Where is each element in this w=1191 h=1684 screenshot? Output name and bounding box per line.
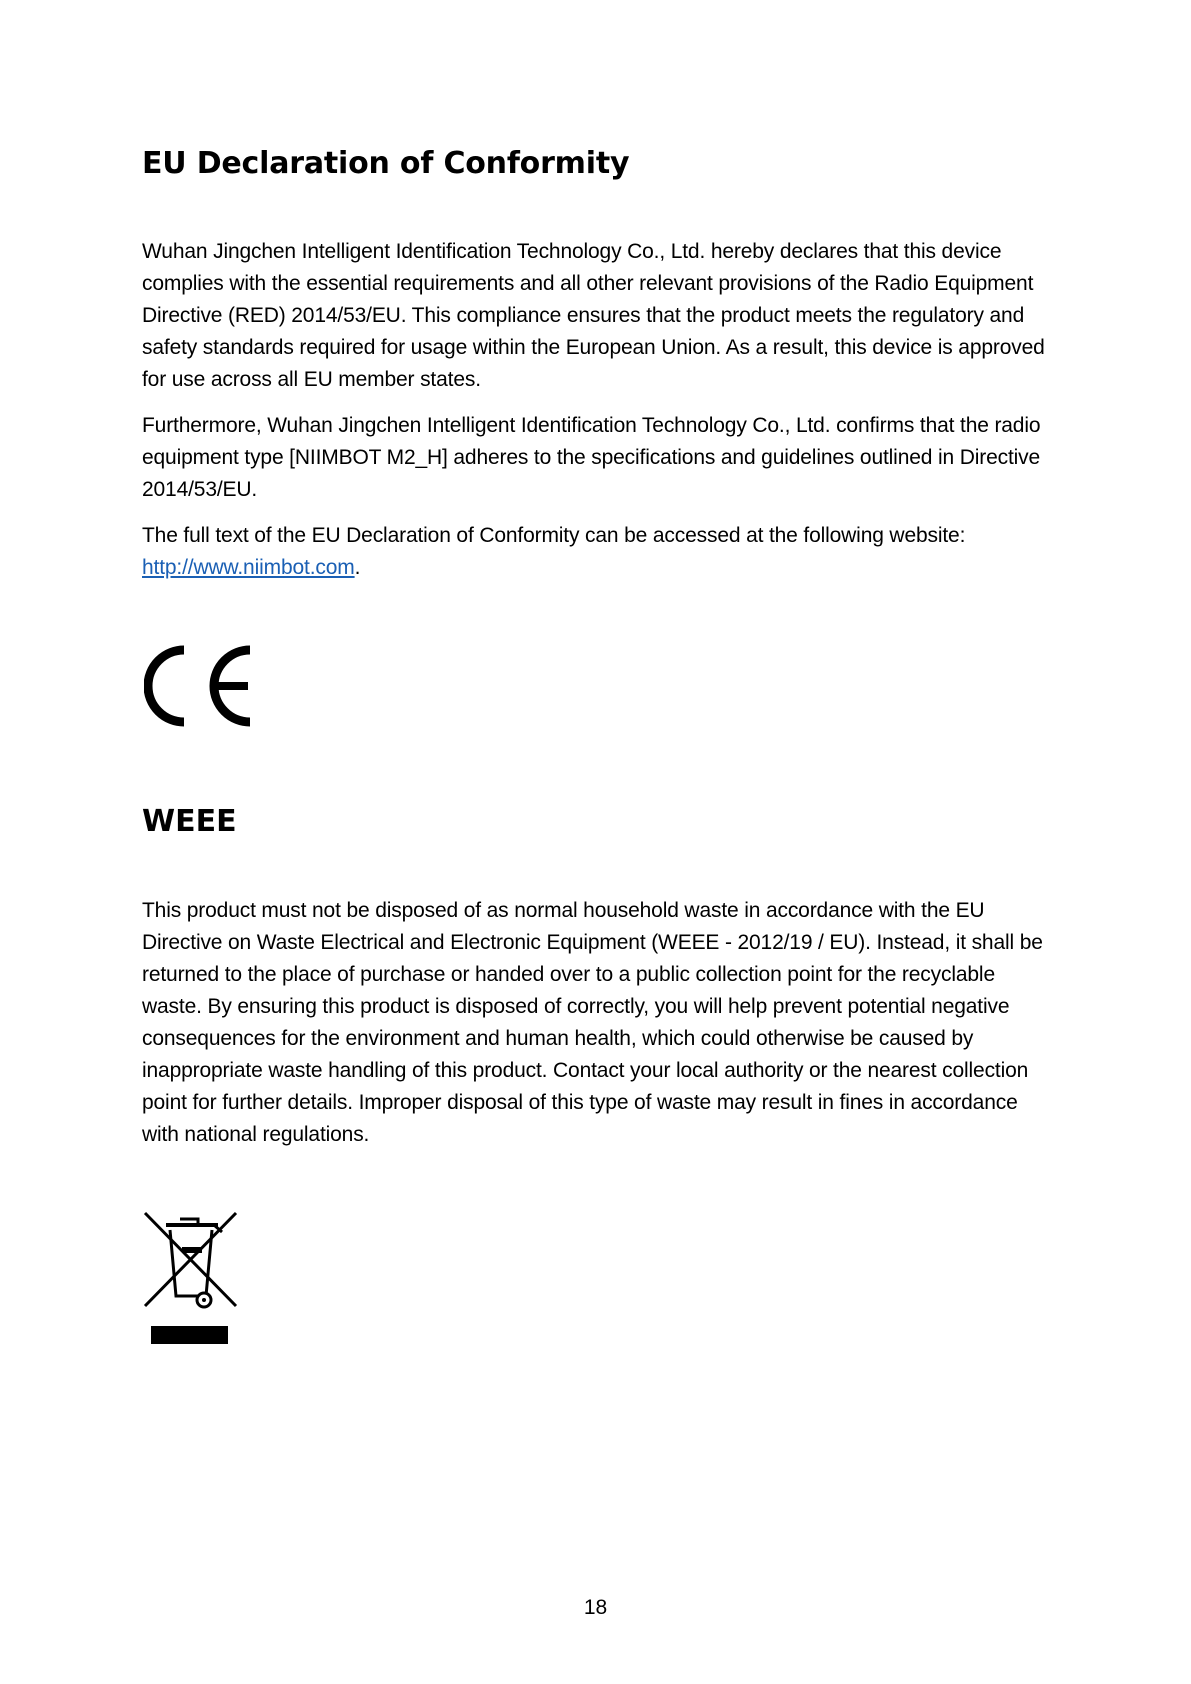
eu-paragraph-3-end: .: [354, 556, 361, 579]
eu-declaration-heading: EU Declaration of Conformity: [142, 146, 630, 181]
eu-declaration-body: [142, 236, 1052, 598]
eu-paragraph-3-text: The full text of the EU Declaration of Conformity can be accessed at the following website:: [142, 524, 966, 547]
weee-paragraph: This product must not be disposed of as normal household waste in accordance with the EU Directive on Waste Electrical and Electronic Equipment (WEEE - 2012/19 / EU). Instead, it shall be returned to the place of purchase or handed over to a public collection point for the recyclable waste. By ensuring this product is disposed of correctly, you will help prevent potential negative consequences for the environment and human health, which could otherwise be caused by inappropriate waste handling of this product. Contact your local authority or the nearest collection point for further details. Improper disposal of this type of waste may result in fines in accordance with national regulations.: [142, 899, 1043, 1146]
ce-mark-icon: [144, 645, 256, 727]
weee-body: [142, 895, 1052, 1165]
page-number: 18: [583, 1596, 608, 1619]
crossed-out-wheelie-bin-icon: [142, 1210, 242, 1348]
eu-paragraph-3: [142, 520, 1052, 584]
niimbot-website-link[interactable]: http://www.niimbot.com: [142, 556, 355, 579]
eu-paragraph-1: Wuhan Jingchen Intelligent Identification Technology Co., Ltd. hereby declares that this device complies with the essential requirements and all other relevant provisions of the Radio Equipment Directive (RED) 2014/53/EU. This compliance ensures that the product meets the regulatory and safety standards required for usage within the European Union. As a result, this device is approved for use across all EU member states.: [142, 240, 1045, 391]
eu-paragraph-2: Furthermore, Wuhan Jingchen Intelligent Identification Technology Co., Ltd. confirms that the radio equipment type [NIIMBOT M2_H] adheres to the specifications and guidelines outlined in Directive 2014/53/EU.: [142, 414, 1041, 501]
weee-heading: WEEE: [142, 804, 237, 839]
